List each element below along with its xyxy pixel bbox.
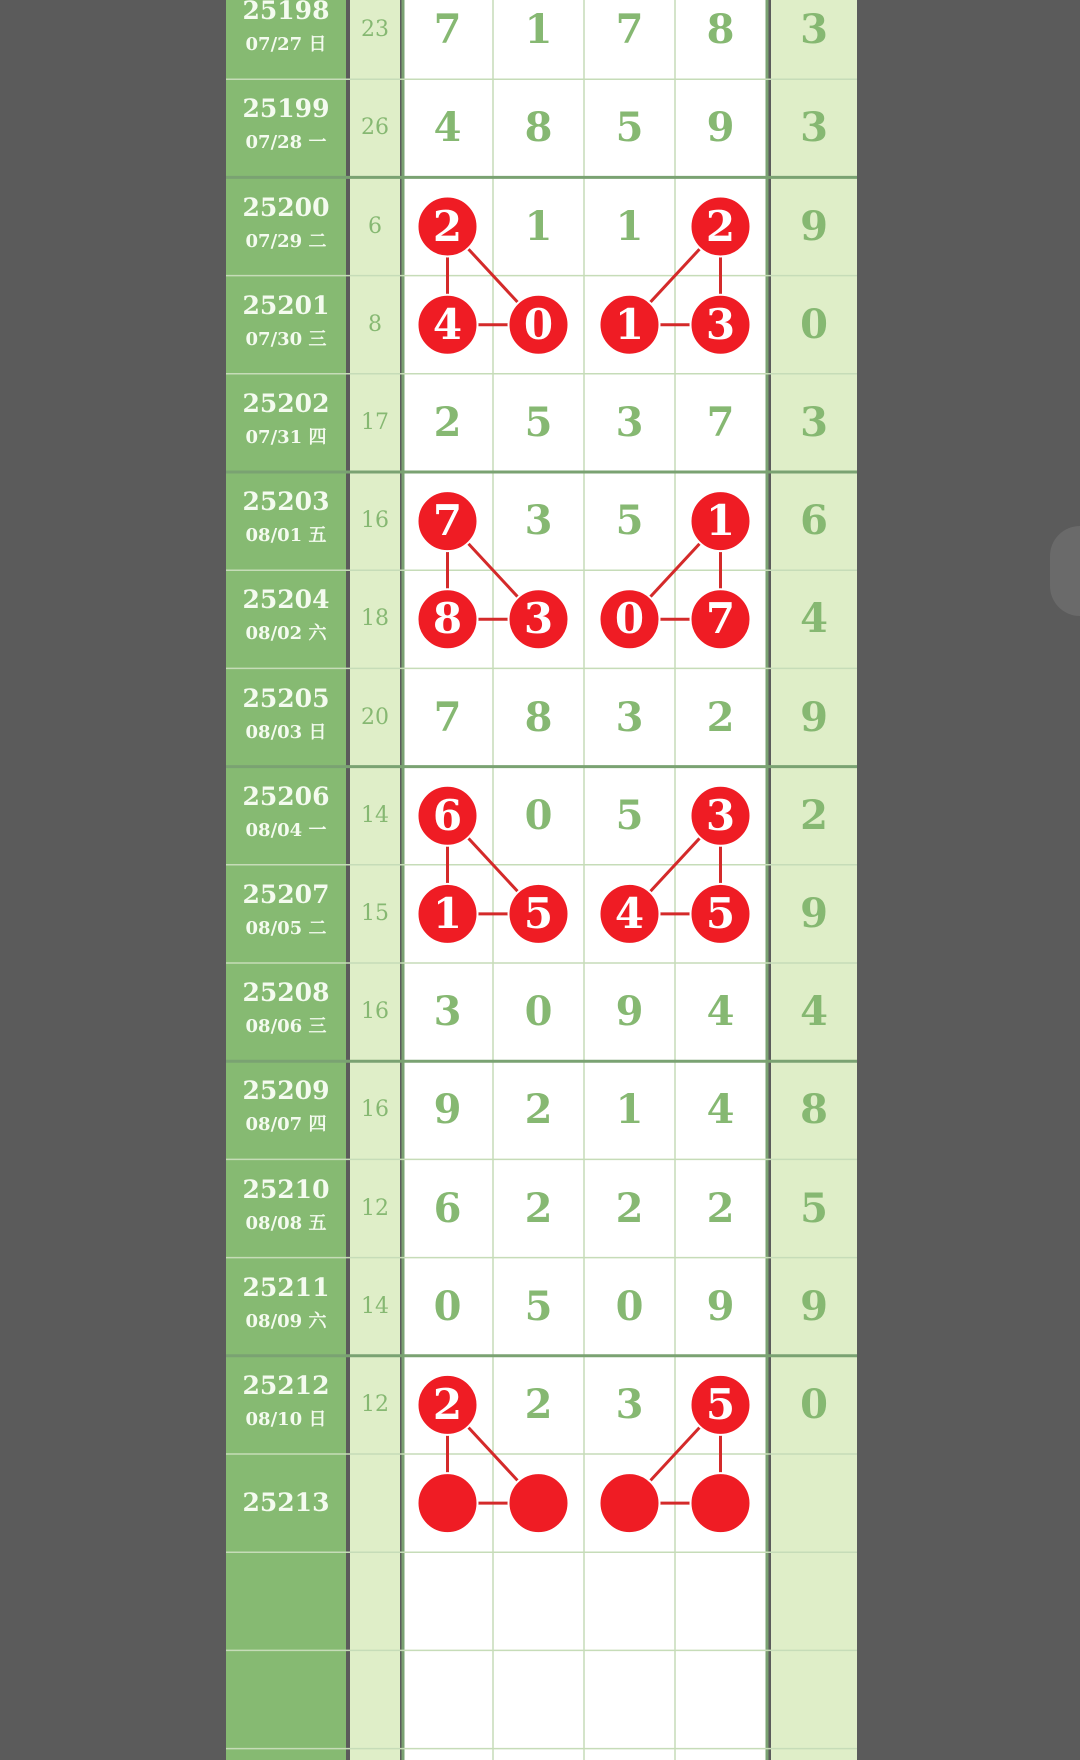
digit-cell: 4 bbox=[706, 1086, 735, 1134]
highlight-ball bbox=[691, 1473, 751, 1533]
digit-cell: 7 bbox=[706, 398, 735, 446]
digit-cell: 4 bbox=[706, 988, 735, 1036]
digit-cell: 5 bbox=[615, 791, 644, 839]
lottery-trend-table bbox=[226, 0, 857, 1760]
issue-number: 25204 bbox=[242, 585, 330, 615]
issue-date: 08/08 五 bbox=[245, 1212, 327, 1234]
digit-cell: 4 bbox=[433, 104, 462, 152]
last-digit: 2 bbox=[800, 791, 828, 839]
sum-value: 16 bbox=[361, 508, 389, 534]
highlight-digit: 2 bbox=[705, 201, 736, 251]
digit-cell: 5 bbox=[615, 497, 644, 545]
digit-cell: 7 bbox=[433, 6, 462, 54]
sum-value: 20 bbox=[361, 704, 389, 730]
digit-cell: 0 bbox=[433, 1282, 462, 1330]
issue-date: 08/10 日 bbox=[245, 1408, 327, 1430]
last-digit: 3 bbox=[800, 6, 828, 54]
last-digit: 8 bbox=[800, 1086, 828, 1134]
highlight-digit: 1 bbox=[705, 496, 736, 546]
issue-date: 08/07 四 bbox=[245, 1114, 327, 1136]
last-digit: 9 bbox=[800, 202, 828, 250]
issue-number: 25202 bbox=[242, 388, 330, 418]
digit-cell: 3 bbox=[615, 398, 644, 446]
sum-column-bg bbox=[350, 0, 400, 1760]
last-digit: 9 bbox=[800, 693, 828, 741]
digit-cell: 5 bbox=[524, 398, 553, 446]
highlight-digit: 0 bbox=[523, 299, 554, 349]
digit-cell: 2 bbox=[524, 1086, 553, 1134]
sum-value: 26 bbox=[361, 115, 389, 141]
last-digit: 0 bbox=[800, 300, 828, 348]
sum-value: 16 bbox=[361, 999, 389, 1025]
highlight-digit: 3 bbox=[705, 790, 736, 840]
digit-cell: 5 bbox=[615, 104, 644, 152]
highlight-digit: 6 bbox=[432, 790, 463, 840]
sum-value: 23 bbox=[361, 17, 389, 43]
issue-date: 07/27 日 bbox=[245, 34, 327, 56]
highlight-digit: 1 bbox=[432, 888, 463, 938]
highlight-digit: 5 bbox=[523, 888, 554, 938]
last-digit: 3 bbox=[800, 398, 828, 446]
sum-value: 12 bbox=[361, 1391, 389, 1417]
digit-cell: 1 bbox=[524, 202, 553, 250]
issue-number: 25212 bbox=[242, 1370, 330, 1400]
digit-cell: 3 bbox=[524, 497, 553, 545]
digit-cell: 8 bbox=[524, 693, 553, 741]
highlight-digit: 2 bbox=[432, 201, 463, 251]
issue-date: 08/04 一 bbox=[245, 819, 327, 841]
issue-number: 25207 bbox=[242, 879, 330, 909]
digit-cell: 3 bbox=[615, 693, 644, 741]
issue-number: 25206 bbox=[242, 781, 330, 811]
last-column-bg bbox=[771, 0, 857, 1760]
sum-value: 16 bbox=[361, 1097, 389, 1123]
last-digit: 6 bbox=[800, 497, 828, 545]
last-digit: 9 bbox=[800, 889, 828, 937]
digit-cell: 9 bbox=[706, 1282, 735, 1330]
issue-date: 08/02 六 bbox=[245, 623, 327, 645]
digit-cell: 7 bbox=[433, 693, 462, 741]
highlight-digit: 7 bbox=[705, 594, 736, 644]
issue-date: 08/01 五 bbox=[245, 525, 327, 547]
sum-value: 18 bbox=[361, 606, 389, 632]
last-digit: 3 bbox=[800, 104, 828, 152]
digit-cell: 7 bbox=[615, 6, 644, 54]
highlight-ball bbox=[509, 1473, 569, 1533]
digit-cell: 9 bbox=[706, 104, 735, 152]
digit-cell: 8 bbox=[524, 104, 553, 152]
sum-value: 12 bbox=[361, 1195, 389, 1221]
highlight-digit: 3 bbox=[705, 299, 736, 349]
issue-number: 25205 bbox=[242, 683, 330, 713]
digit-cell: 2 bbox=[706, 693, 735, 741]
digit-cell: 1 bbox=[524, 6, 553, 54]
digit-cell: 0 bbox=[524, 791, 553, 839]
issue-date: 08/06 三 bbox=[245, 1016, 327, 1038]
digit-cell: 0 bbox=[615, 1282, 644, 1330]
highlight-digit: 8 bbox=[432, 594, 463, 644]
issue-number: 25198 bbox=[242, 0, 330, 26]
sum-value: 17 bbox=[361, 409, 389, 435]
scroll-handle[interactable] bbox=[1050, 526, 1080, 616]
highlight-digit: 5 bbox=[705, 1379, 736, 1429]
digit-cell: 9 bbox=[433, 1086, 462, 1134]
issue-date: 07/28 一 bbox=[245, 132, 327, 154]
issue-number: 25210 bbox=[242, 1174, 330, 1204]
issue-number: 25199 bbox=[242, 94, 330, 124]
digit-cell: 1 bbox=[615, 202, 644, 250]
highlight-digit: 3 bbox=[523, 594, 554, 644]
digit-cell: 2 bbox=[524, 1380, 553, 1428]
digit-cell: 6 bbox=[433, 1184, 462, 1232]
digit-cell: 3 bbox=[433, 988, 462, 1036]
digit-cell: 5 bbox=[524, 1282, 553, 1330]
highlight-digit: 4 bbox=[432, 299, 463, 349]
issue-date: 08/03 日 bbox=[245, 721, 327, 743]
highlight-digit: 0 bbox=[614, 594, 645, 644]
highlight-digit: 1 bbox=[614, 299, 645, 349]
issue-number: 25213 bbox=[242, 1488, 330, 1518]
highlight-digit: 7 bbox=[432, 496, 463, 546]
issue-number: 25209 bbox=[242, 1076, 330, 1106]
digit-cell: 1 bbox=[615, 1086, 644, 1134]
digit-cell: 8 bbox=[706, 6, 735, 54]
highlight-ball bbox=[600, 1473, 660, 1533]
highlight-digit: 2 bbox=[432, 1379, 463, 1429]
highlight-digit: 4 bbox=[614, 888, 645, 938]
digit-cell: 0 bbox=[524, 988, 553, 1036]
last-digit: 4 bbox=[800, 595, 828, 643]
issue-number: 25211 bbox=[242, 1272, 330, 1302]
issue-number: 25203 bbox=[242, 487, 330, 517]
sum-value: 6 bbox=[368, 213, 382, 239]
last-digit: 0 bbox=[800, 1380, 828, 1428]
digit-cell: 2 bbox=[524, 1184, 553, 1232]
sum-value: 14 bbox=[361, 1293, 389, 1319]
digit-cell: 9 bbox=[615, 988, 644, 1036]
highlight-digit: 5 bbox=[705, 888, 736, 938]
digit-cell: 2 bbox=[433, 398, 462, 446]
sum-value: 15 bbox=[361, 900, 389, 926]
sum-value: 8 bbox=[368, 311, 382, 337]
digit-cell: 2 bbox=[706, 1184, 735, 1232]
highlight-ball bbox=[418, 1473, 478, 1533]
sum-value: 14 bbox=[361, 802, 389, 828]
digit-cell: 2 bbox=[615, 1184, 644, 1232]
issue-number: 25200 bbox=[242, 192, 330, 222]
issue-date: 07/29 二 bbox=[245, 230, 327, 252]
last-digit: 4 bbox=[800, 988, 828, 1036]
issue-date: 08/05 二 bbox=[245, 917, 327, 939]
issue-date: 08/09 六 bbox=[245, 1310, 327, 1332]
issue-number: 25208 bbox=[242, 978, 330, 1008]
last-digit: 5 bbox=[800, 1184, 828, 1232]
last-digit: 9 bbox=[800, 1282, 828, 1330]
issue-number: 25201 bbox=[242, 290, 330, 320]
issue-date: 07/31 四 bbox=[245, 426, 327, 448]
issue-date: 07/30 三 bbox=[245, 328, 327, 350]
digit-cell: 3 bbox=[615, 1380, 644, 1428]
